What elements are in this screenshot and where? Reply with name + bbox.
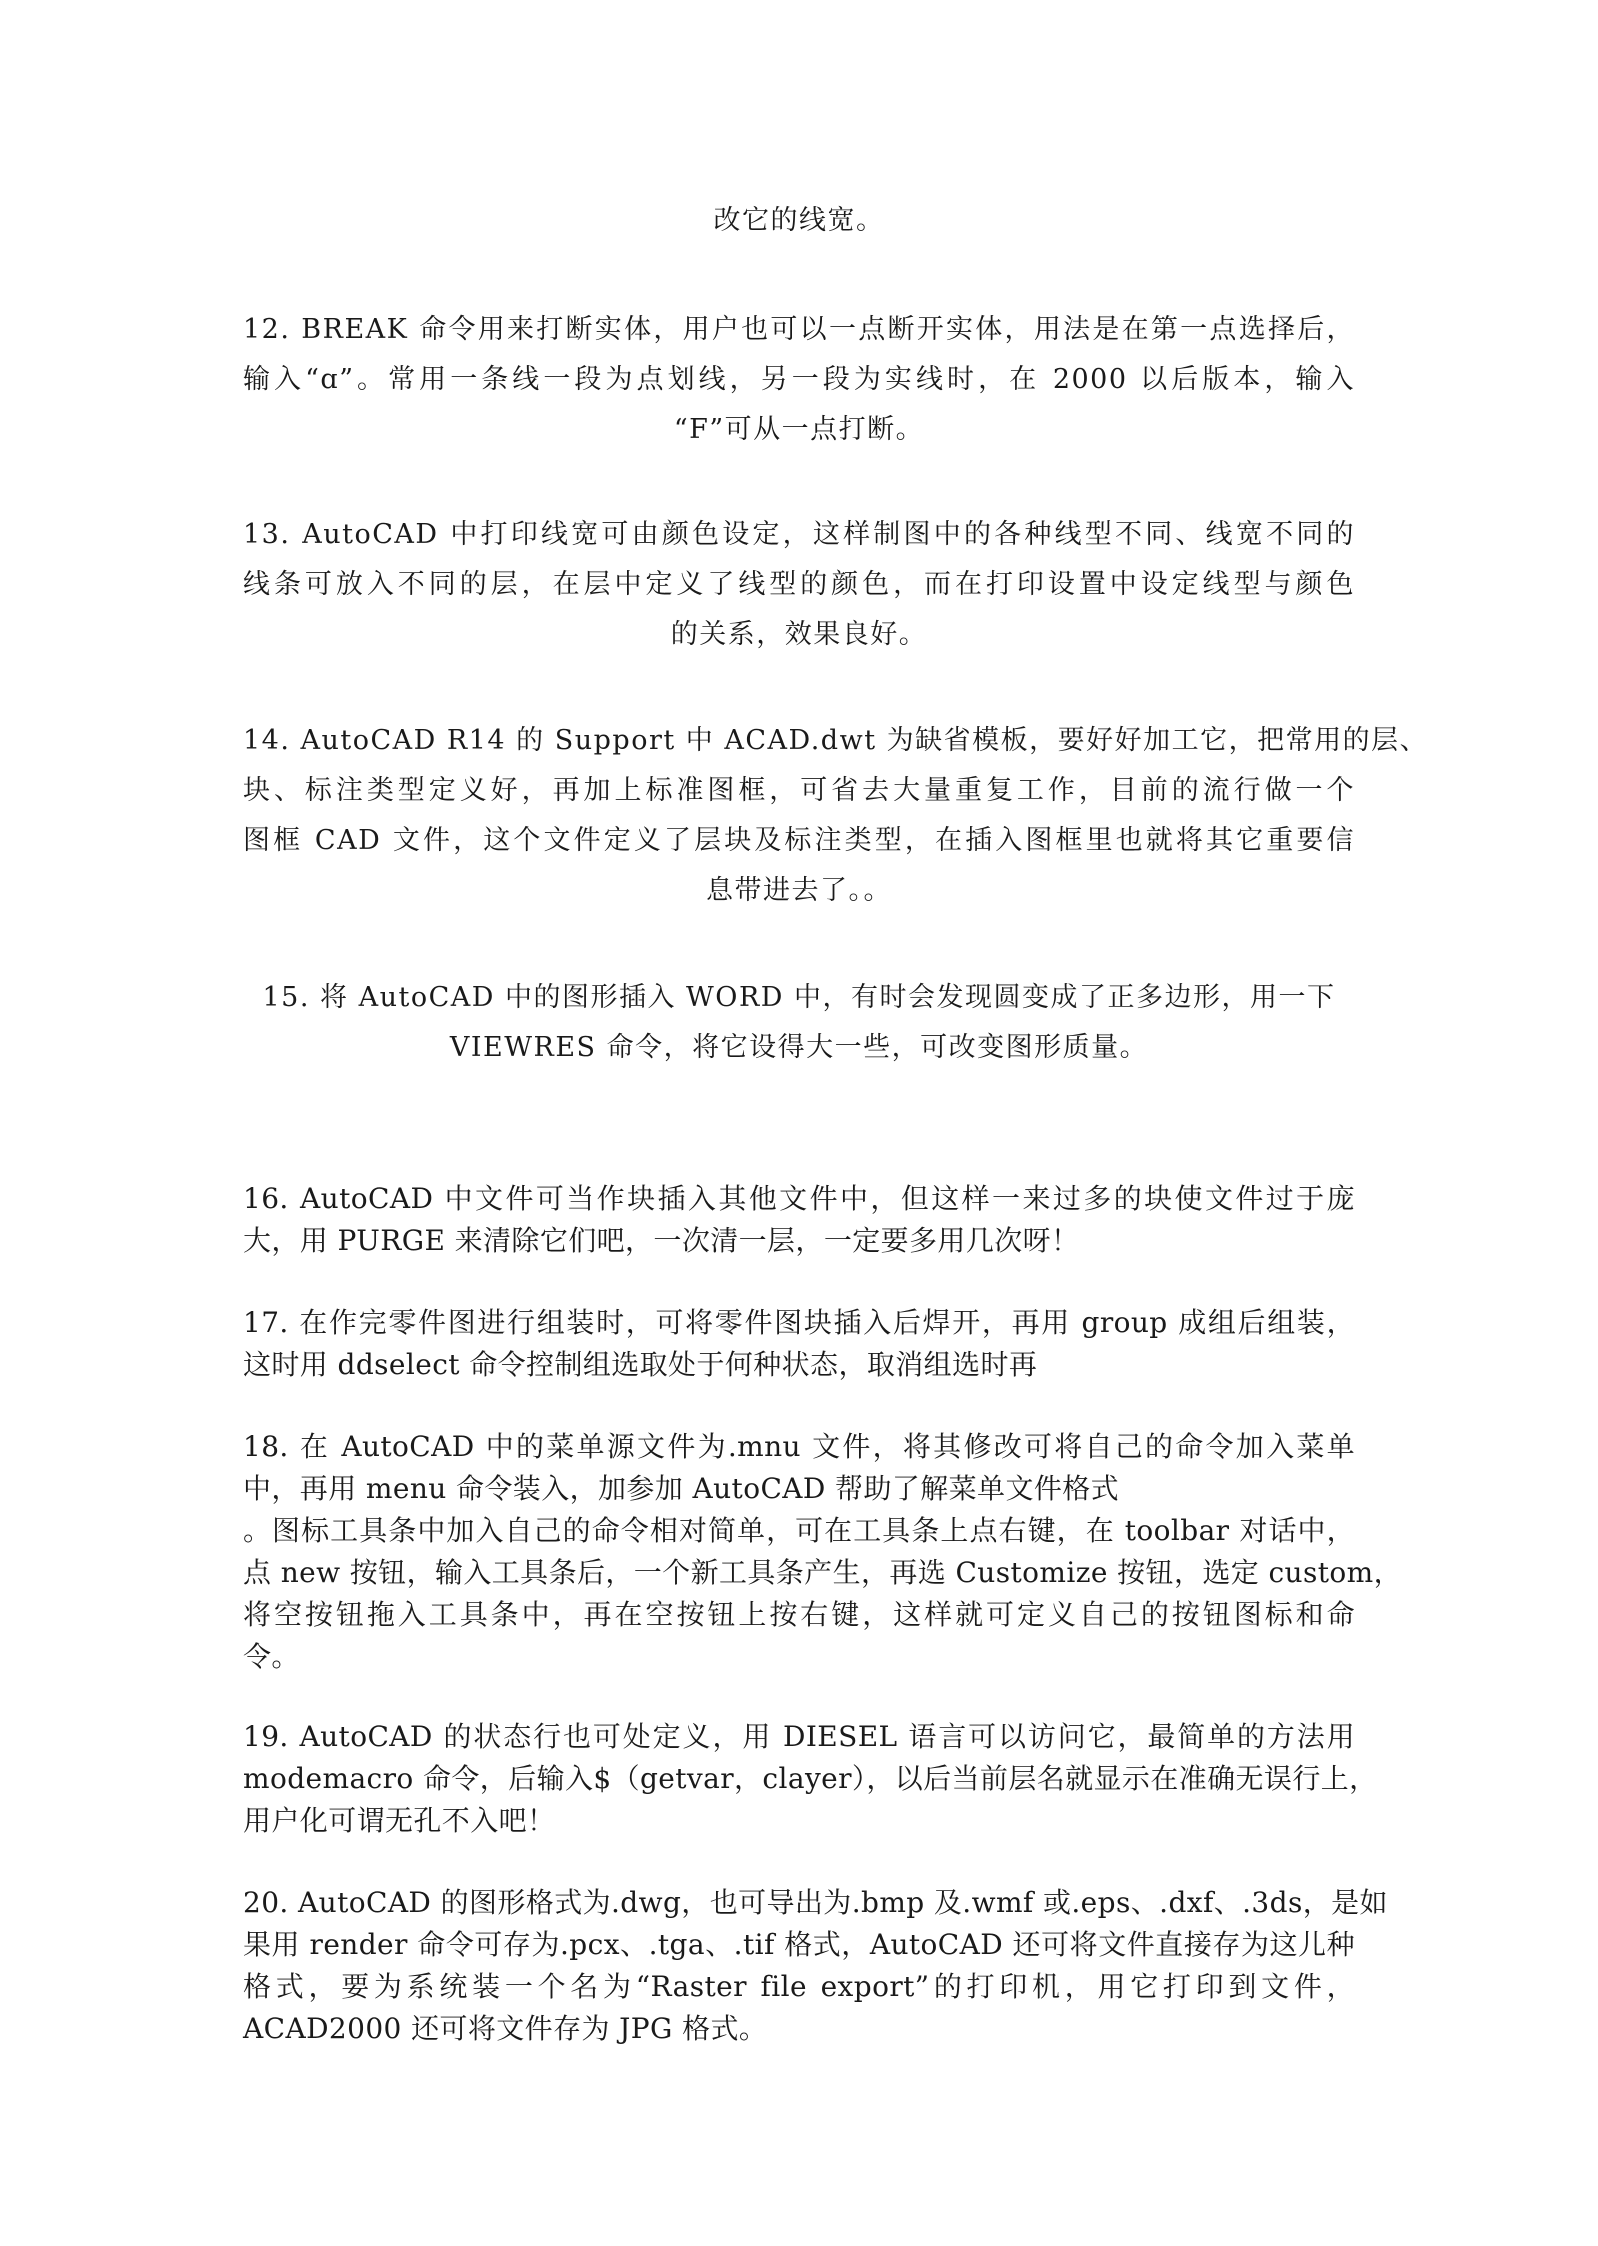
- text-line: 用户化可谓无孔不入吧！: [243, 1804, 556, 1837]
- text-line: 。图标工具条中加入自己的命令相对简单，可在工具条上点右键，在 toolbar 对话中，: [243, 1514, 1355, 1547]
- paragraph-16: [243, 1178, 1355, 1262]
- paragraph-17: [243, 1302, 1355, 1386]
- paragraph-12: [243, 305, 1355, 455]
- paragraph-19: [243, 1716, 1378, 1842]
- paragraph-18: [243, 1426, 1402, 1678]
- text-line: 这时用 ddselect 命令控制组选取处于何种状态，取消组选时再: [243, 1348, 1038, 1381]
- text-line: 18. 在 AutoCAD 中的菜单源文件为.mnu 文件，将其修改可将自己的命令加入菜单: [243, 1430, 1355, 1463]
- text-line: 令。: [243, 1640, 300, 1673]
- text-line: 图框 CAD 文件，这个文件定义了层块及标注类型，在插入图框里也就将其它重要信: [243, 825, 1355, 856]
- text-line: ACAD2000 还可将文件存为 JPG 格式。: [243, 2012, 768, 2045]
- text-line: modemacro 命令，后输入$（getvar，clayer），以后当前层名就显示在准确无误行上，: [243, 1762, 1378, 1795]
- text-line: 的关系，效果良好。: [670, 619, 928, 650]
- text-line: VIEWRES 命令，将它设得大一些，可改变图形质量。: [449, 1032, 1149, 1063]
- text-line: 大，用 PURGE 来清除它们吧，一次清一层，一定要多用几次呀！: [243, 1224, 1080, 1257]
- text-line: “F”可从一点打断。: [673, 414, 925, 445]
- text-line: 块、标注类型定义好，再加上标准图框，可省去大量重复工作，目前的流行做一个: [243, 775, 1355, 806]
- text-line: 19. AutoCAD 的状态行也可处定义，用 DIESEL 语言可以访问它，最简单的方法用: [243, 1720, 1355, 1753]
- text-line: 16. AutoCAD 中文件可当作块插入其他文件中，但这样一来过多的块使文件过于庞: [243, 1182, 1355, 1215]
- text-line: 改它的线宽。: [713, 205, 885, 236]
- text-line: 将空按钮拖入工具条中，再在空按钮上按右键，这样就可定义自己的按钮图标和命: [243, 1598, 1355, 1631]
- text-line: 格式，要为系统装一个名为“Raster file export”的打印机，用它打印到文件，: [243, 1970, 1355, 2003]
- text-line: 13. AutoCAD 中打印线宽可由颜色设定，这样制图中的各种线型不同、线宽不同的: [243, 519, 1355, 550]
- text-line: 点 new 按钮，输入工具条后，一个新工具条产生，再选 Customize 按钮，选定 custom，: [243, 1556, 1402, 1589]
- text-line: 输入“ɑ”。常用一条线一段为点划线，另一段为实线时，在 2000 以后版本，输入: [243, 364, 1355, 395]
- text-line: 17. 在作完零件图进行组装时，可将零件图块插入后焊开，再用 group 成组后组装，: [243, 1306, 1355, 1339]
- text-line: 14. AutoCAD R14 的 Support 中 ACAD.dwt 为缺省模板，要好好加工它，把常用的层、: [243, 725, 1429, 756]
- paragraph-20: [243, 1882, 1388, 2050]
- text-line: 15. 将 AutoCAD 中的图形插入 WORD 中，有时会发现圆变成了正多边形，用一下: [262, 982, 1336, 1013]
- paragraph-14: [243, 716, 1429, 916]
- paragraph-15: [243, 973, 1355, 1073]
- text-line: 12. BREAK 命令用来打断实体，用户也可以一点断开实体，用法是在第一点选择后，: [243, 314, 1355, 345]
- text-block-0: [243, 196, 1355, 246]
- text-line: 20. AutoCAD 的图形格式为.dwg，也可导出为.bmp 及.wmf 或.eps、.dxf、.3ds，是如: [243, 1886, 1388, 1919]
- text-line: 线条可放入不同的层，在层中定义了线型的颜色，而在打印设置中设定线型与颜色: [243, 569, 1355, 600]
- text-line: 中，再用 menu 命令装入，加参加 AutoCAD 帮助了解菜单文件格式: [243, 1472, 1120, 1505]
- paragraph-13: [243, 510, 1355, 660]
- text-line: 息带进去了。。: [706, 875, 892, 906]
- text-line: 果用 render 命令可存为.pcx、.tga、.tif 格式，AutoCAD 还可将文件直接存为这儿种: [243, 1928, 1355, 1961]
